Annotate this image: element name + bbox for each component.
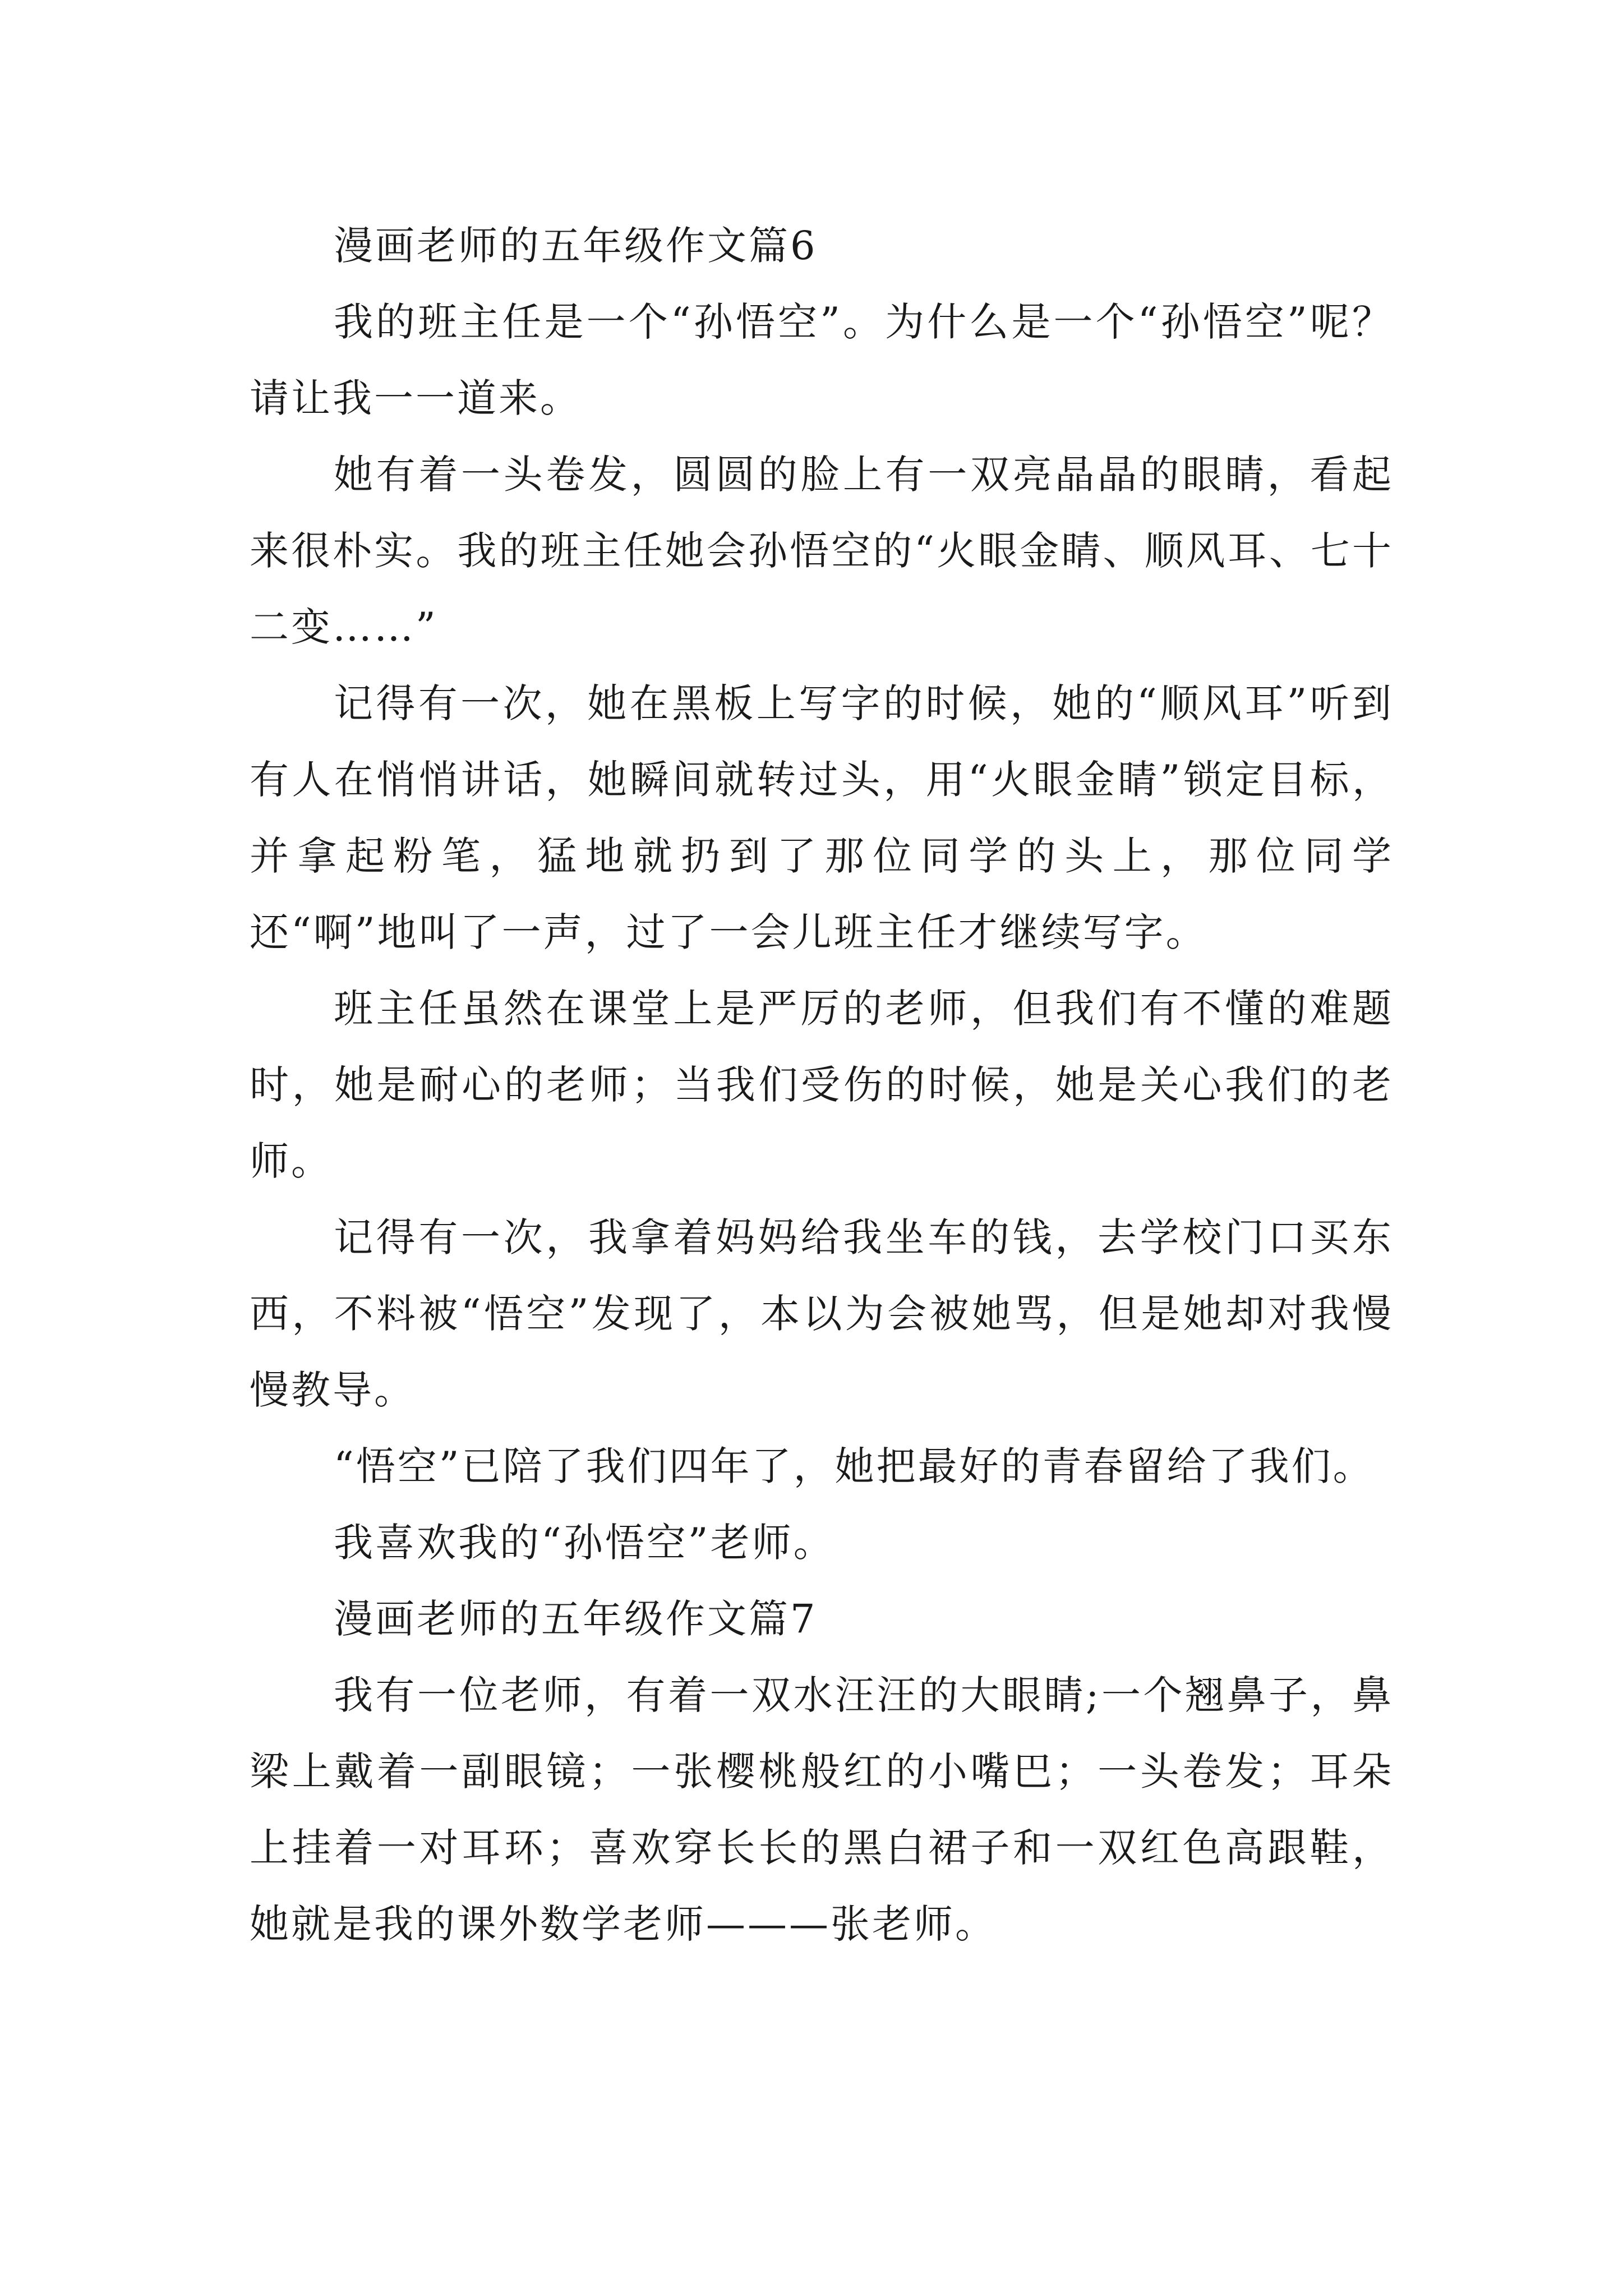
body-paragraph: “悟空”已陪了我们四年了，她把最好的青春留给了我们。 — [334, 1443, 1375, 1489]
body-paragraph: 记得有一次，她在黑板上写字的时候，她的“顺风耳”听到有人在悄悄讲话，她瞬间就转过头，用“火眼金睛”锁定目标，并拿起粉笔，猛地就扔到了那位同学的头上，那位同学还“啊”地叫了一声，过了一会儿班主任才继续写字。 — [250, 680, 1394, 955]
body-paragraph: 记得有一次，我拿着妈妈给我坐车的钱，去学校门口买东西，不料被“悟空”发现了，本以为会被她骂，但是她却对我慢慢教导。 — [250, 1214, 1394, 1413]
body-paragraph: 我有一位老师，有着一双水汪汪的大眼睛;一个翘鼻子，鼻梁上戴着一副眼镜；一张樱桃般红的小嘴巴；一头卷发；耳朵上挂着一对耳环；喜欢穿长长的黑白裙子和一双红色高跟鞋，她就是我的课外数学老师———张老师。 — [250, 1672, 1394, 1947]
body-paragraph: 她有着一头卷发，圆圆的脸上有一双亮晶晶的眼睛，看起来很朴实。我的班主任她会孙悟空的“火眼金睛、顺风耳、七十二变……” — [250, 452, 1394, 650]
body-paragraph: 我喜欢我的“孙悟空”老师。 — [334, 1520, 835, 1566]
essay-heading: 漫画老师的五年级作文篇7 — [334, 1596, 818, 1642]
body-paragraph: 我的班主任是一个“孙悟空”。为什么是一个“孙悟空”呢？请让我一一道来。 — [250, 299, 1394, 421]
body-paragraph: 班主任虽然在课堂上是严厉的老师，但我们有不懂的难题时，她是耐心的老师；当我们受伤的时候，她是关心我们的老师。 — [250, 986, 1394, 1184]
essay-heading: 漫画老师的五年级作文篇6 — [334, 223, 818, 269]
document-body — [250, 208, 1394, 1962]
